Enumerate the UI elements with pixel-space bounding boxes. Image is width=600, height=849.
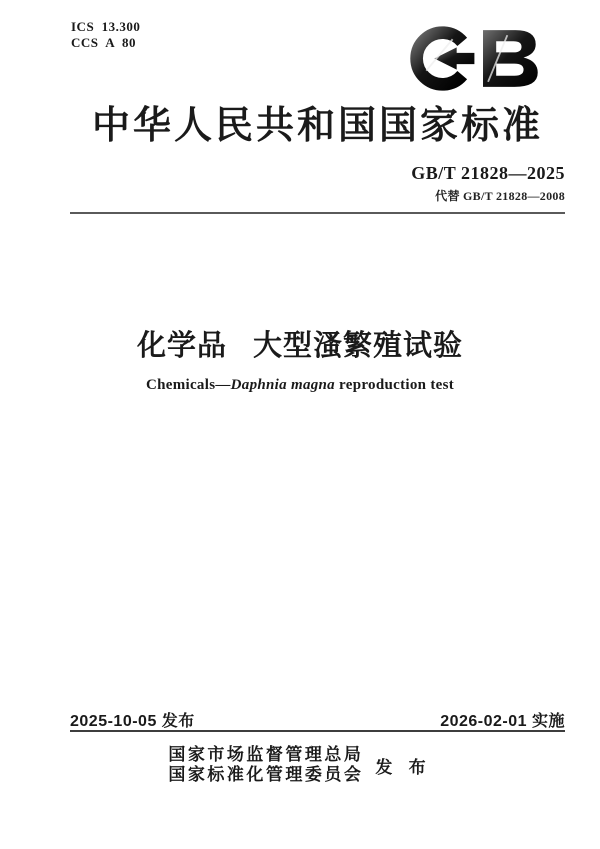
publisher-block <box>0 745 600 785</box>
issue-date: 2025-10-05 发布 <box>70 713 195 730</box>
bottom-divider <box>70 730 565 732</box>
title-en-suffix: reproduction test <box>335 377 455 393</box>
issue-label: 发 布 <box>375 757 432 777</box>
document-title-zh-part2: 大型溞繁殖试验 <box>253 330 464 362</box>
standard-code: GB/T 21828—2025 <box>411 163 565 183</box>
publisher-line1: 国家市场监督管理总局 <box>168 745 364 764</box>
implement-date: 2026-02-01 实施 <box>440 713 565 730</box>
publishing-agencies <box>168 745 363 785</box>
publisher-line2: 国家标准化管理委员会 <box>168 765 364 784</box>
ics-code: ICS 13.300 <box>71 19 141 34</box>
document-title-en <box>0 377 600 394</box>
top-divider <box>70 212 565 214</box>
title-en-prefix: Chemicals— <box>145 377 231 393</box>
title-en-species-italic: Daphnia magna <box>230 377 335 393</box>
classification-codes <box>71 19 140 51</box>
document-title-zh <box>0 323 600 364</box>
national-standard-heading: 中华人民共和国国家标准 <box>91 105 543 147</box>
date-row <box>70 708 565 731</box>
gb-logo-icon <box>406 26 558 91</box>
ccs-code: CCS A 80 <box>71 35 136 50</box>
document-title-zh-part1: 化学品 <box>136 330 227 362</box>
replaces-note: 代替 GB/T 21828—2008 <box>435 189 565 203</box>
